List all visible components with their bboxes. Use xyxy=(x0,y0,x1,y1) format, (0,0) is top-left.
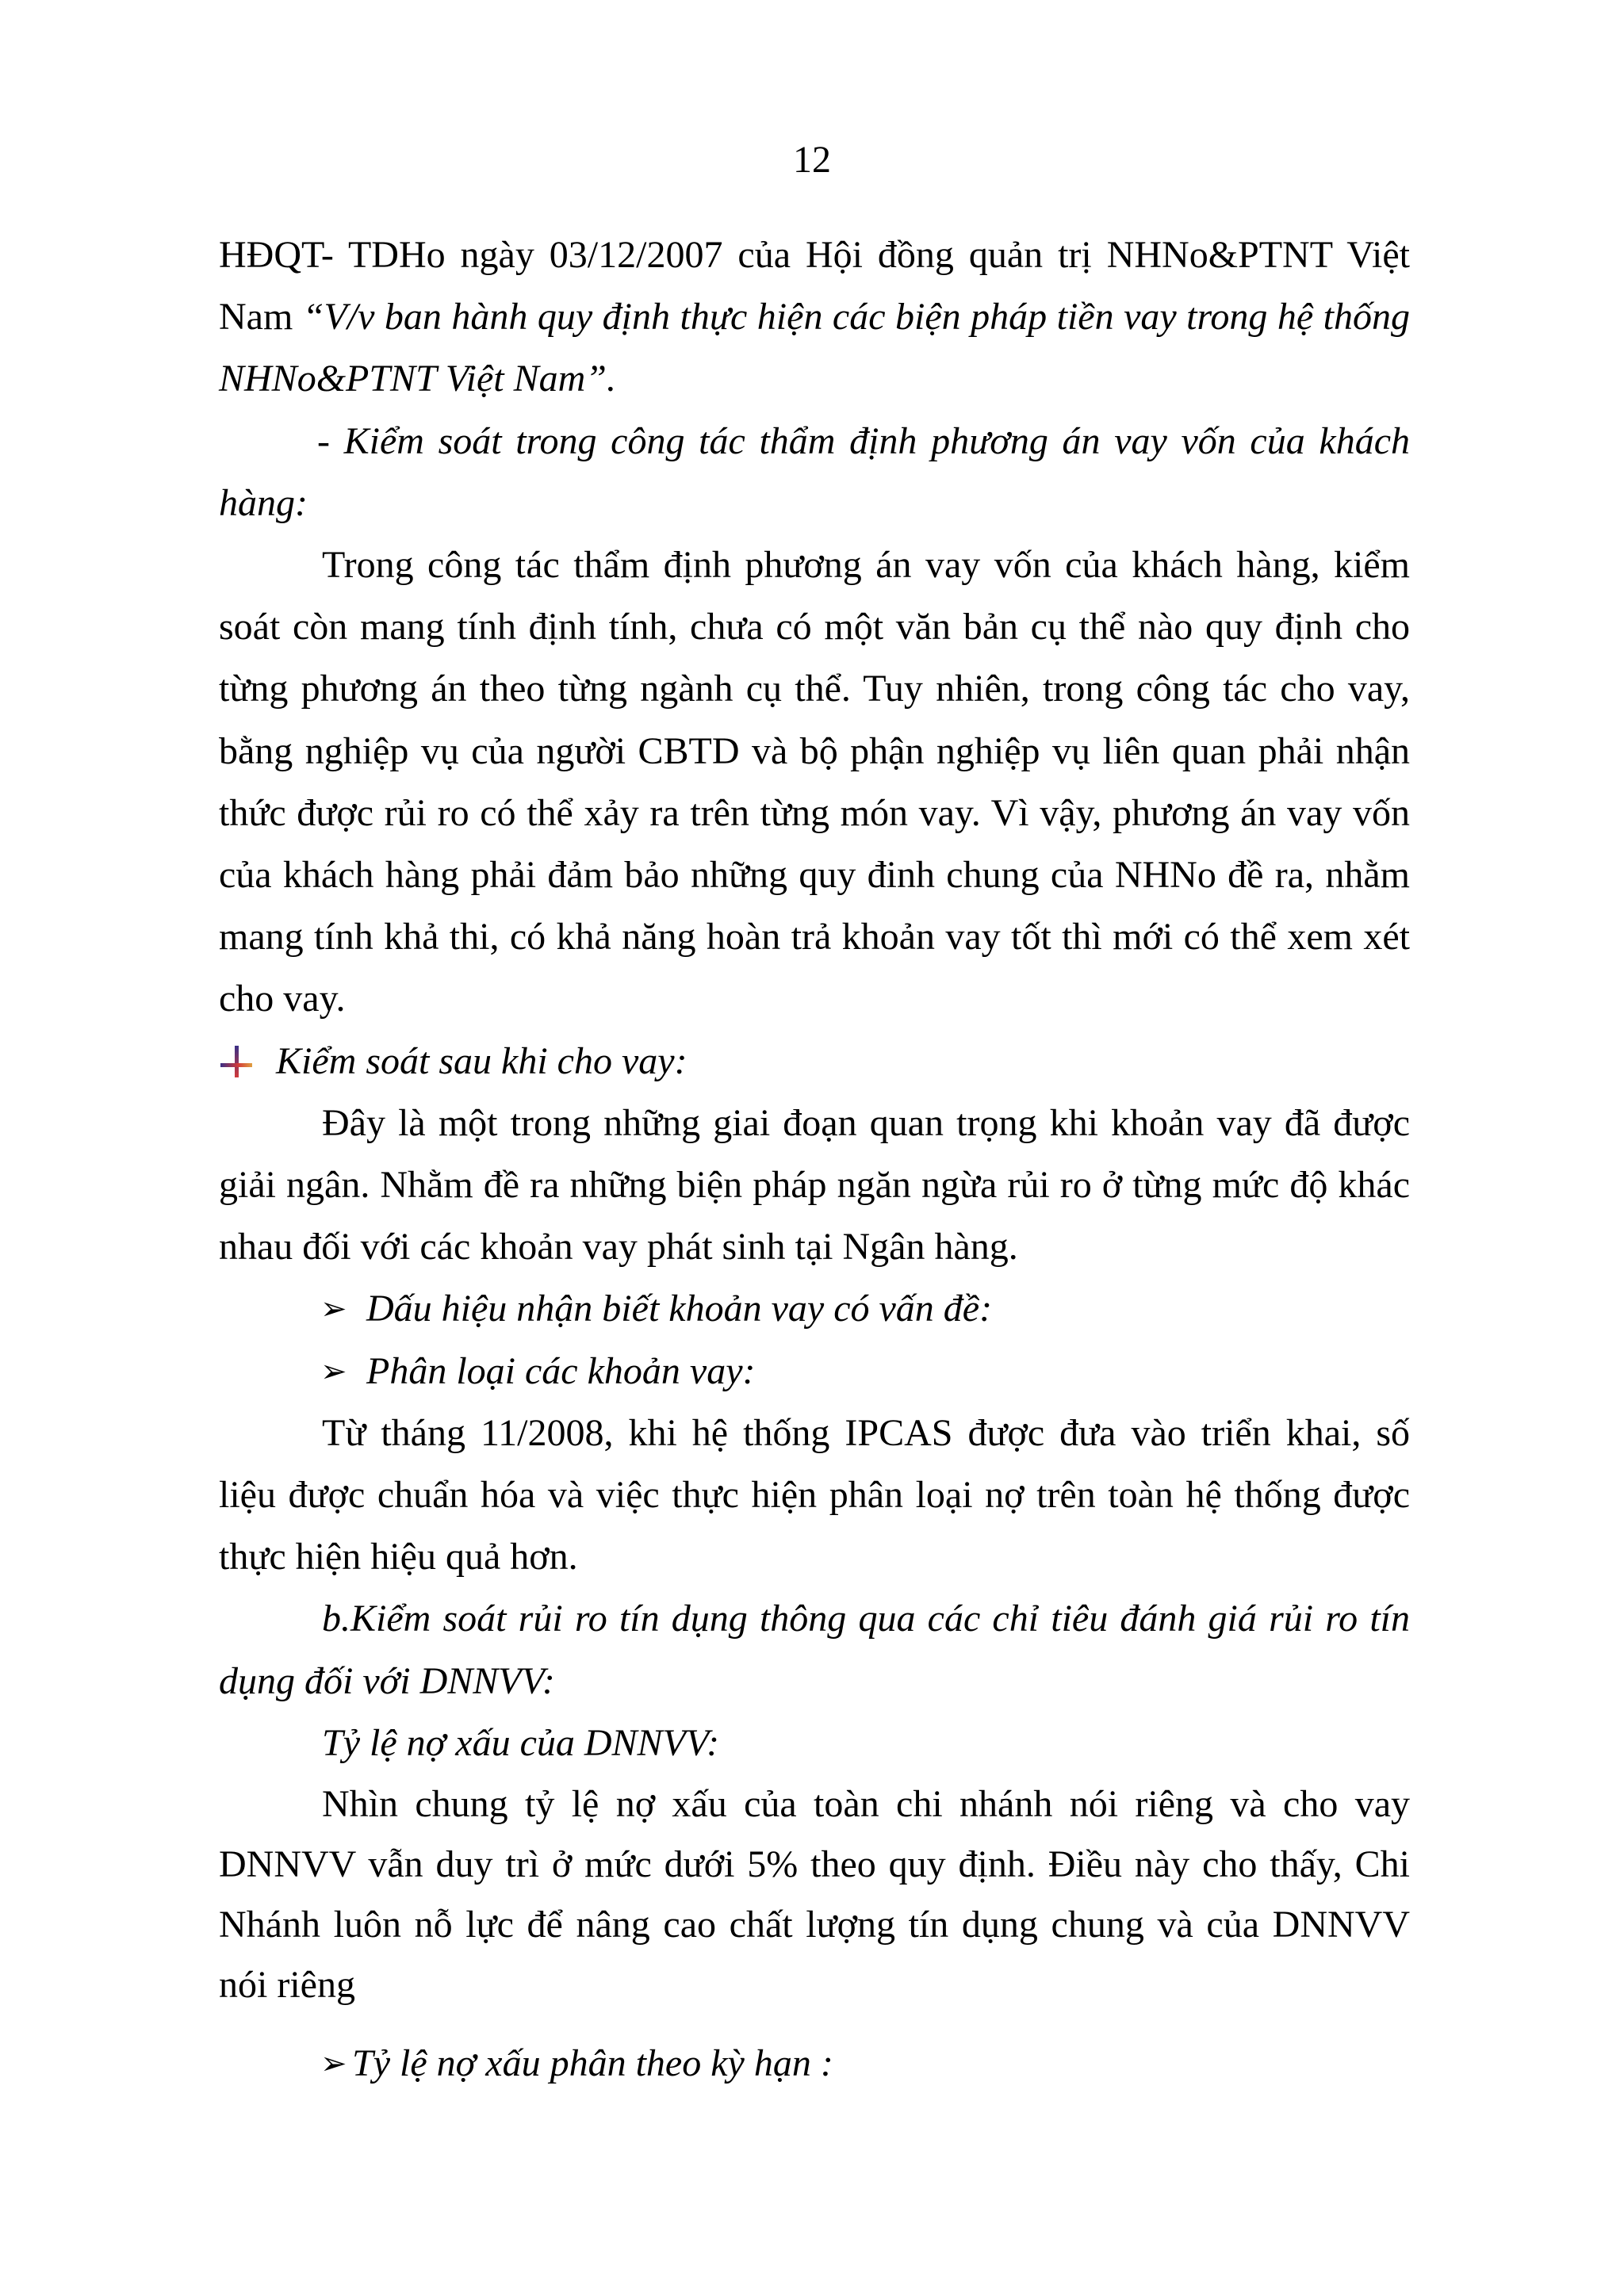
heading-appraisal-control: - Kiểm soát trong công tác thẩm định phương án vay vốn của khách hàng: xyxy=(219,419,1410,524)
regulation-ref-text: HĐQT- TDHo ngày 03/12/2007 của Hội đồng quản trị NHNo&PTNT Việt Nam xyxy=(219,234,1410,339)
paragraph-appraisal: Trong công tác thẩm định phương án vay vốn của khách hàng, kiểm soát còn mang tính định tính, chưa có một văn bản cụ thể nào quy định cho từng phương án theo từng ngành cụ thể. Tuy nhiên, trong công tác cho vay, bằng nghiệp vụ của người CBTD và bộ phận nghiệp vụ liên quan phải nhận thức được rủi ro có thể xảy ra trên từng món vay. Vì vậy, phương án vay vốn của khách hàng phải đảm bảo những quy đinh chung của NHNo đề ra, nhằm mang tính khả thi, có khả năng hoàn trả khoản vay tốt thì mới có thể xem xét cho vay. xyxy=(219,544,1410,1020)
paragraph-ipcas: Từ tháng 11/2008, khi hệ thống IPCAS được đưa vào triển khai, số liệu được chuẩn hóa và việc thực hiện phân loại nợ trên toàn hệ thống được thực hiện hiệu quả hơn. xyxy=(219,1411,1410,1578)
paragraph-regulation-ref xyxy=(219,224,1410,411)
bullet-bad-debt-by-term xyxy=(219,2033,1410,2095)
arrow-bullet-icon: ➢ xyxy=(320,2045,347,2083)
paragraph-post-loan: Đây là một trong những giai đoạn quan trọng khi khoản vay đã được giải ngân. Nhằm đề ra những biện pháp ngăn ngừa rủi ro ở từng mức độ khác nhau đối với các khoản vay phát sinh tại Ngân hàng. xyxy=(219,1101,1410,1269)
document-body xyxy=(219,224,1410,2095)
page-number: 12 xyxy=(793,139,831,181)
heading-post-loan-control xyxy=(219,1031,1410,1093)
bullet-problem-loan-signs xyxy=(219,1278,1410,1340)
heading-bad-debt-ratio: Tỷ lệ nợ xấu của DNNVV: xyxy=(322,1721,720,1764)
loan-classification-text: Phân loại các khoản vay: xyxy=(366,1349,756,1392)
bad-debt-by-term-text: Tỷ lệ nợ xấu phân theo kỳ hạn : xyxy=(352,2042,833,2085)
paragraph-bad-debt: Nhìn chung tỷ lệ nợ xấu của toàn chi nhánh nói riêng và cho vay DNNVV vẫn duy trì ở mức dưới 5% theo quy định. Điều này cho thấy, Chi Nhánh luôn nỗ lực để nâng cao chất lượng tín dụng chung và của DNNVV nói riêng xyxy=(219,1783,1410,2007)
arrow-bullet-icon: ➢ xyxy=(320,1291,347,1328)
problem-loan-signs-text: Dấu hiệu nhận biết khoản vay có vấn đề: xyxy=(366,1288,993,1330)
arrow-bullet-icon: ➢ xyxy=(320,1353,347,1390)
heading-credit-risk-indicators: b.Kiểm soát rủi ro tín dụng thông qua các chỉ tiêu đánh giá rủi ro tín dụng đối với DNNVV: xyxy=(219,1598,1410,1702)
cross-bullet-icon xyxy=(220,1046,252,1077)
bullet-loan-classification xyxy=(219,1341,1410,1402)
regulation-ref-quote: “V/v ban hành quy định thực hiện các biện pháp tiền vay trong hệ thống NHNo&PTNT Việt Nam”. xyxy=(219,296,1411,400)
post-loan-control-text: Kiểm soát sau khi cho vay: xyxy=(276,1039,688,1082)
